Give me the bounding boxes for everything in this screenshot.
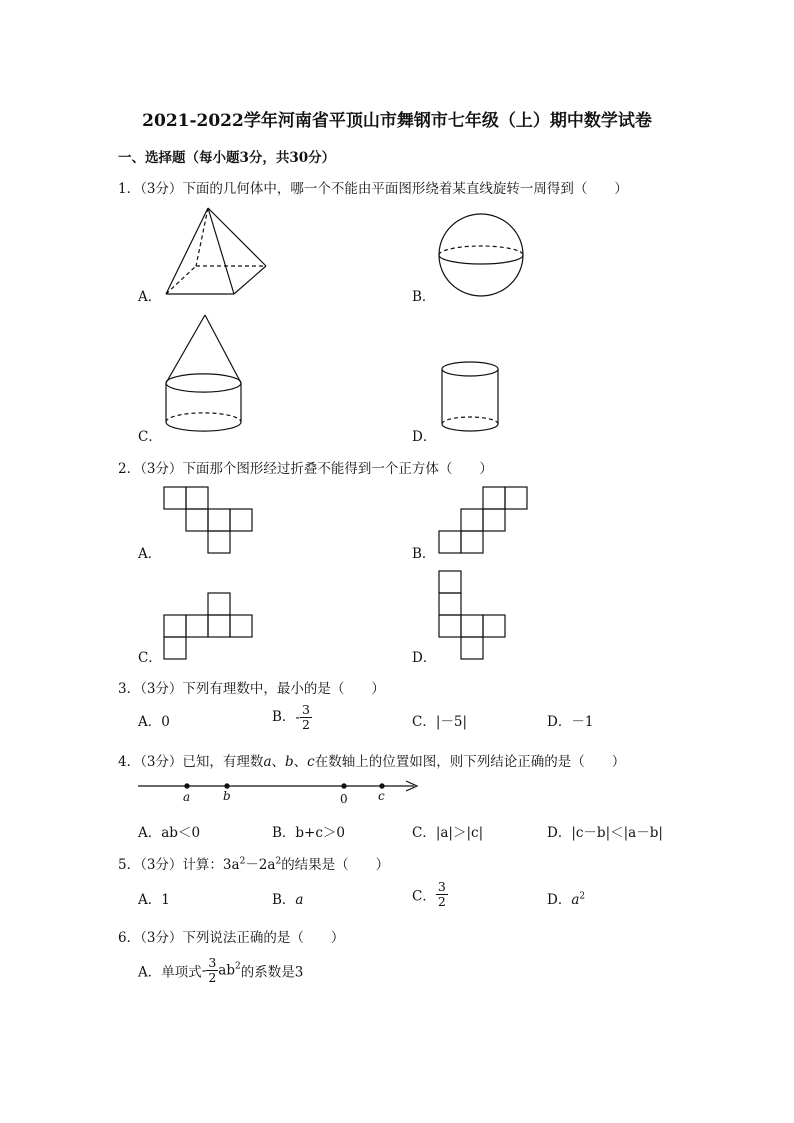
q5-exp2: 2 <box>275 856 282 867</box>
q5-option-a: A．1 <box>138 892 170 908</box>
q4-axis-label-a: a <box>183 790 191 804</box>
q4-option-a: A．ab＜0 <box>138 825 201 841</box>
q5-c-denominator: 2 <box>437 894 446 909</box>
q4-sep2: 、 <box>293 754 308 770</box>
q5-option-d <box>547 888 585 908</box>
q4-sep1: 、 <box>271 754 285 770</box>
q4-stem-post: 在数轴上的位置如图，则下列结论正确的是（ ） <box>314 754 626 770</box>
q6-a-numerator: 3 <box>208 955 217 970</box>
q6-option-a-exp: 2 <box>234 961 241 972</box>
q5-option-c-label: C． <box>412 888 436 905</box>
q5-option-b-var: a <box>295 892 304 908</box>
q3-option-b <box>272 703 312 732</box>
q4-axis-label-b: b <box>223 789 231 803</box>
q4-var-a: a <box>263 754 272 770</box>
q4-var-b: b <box>285 754 294 770</box>
section-heading: 一、选择题（每小题3分，共30分） <box>118 150 336 166</box>
q3-b-numerator: 3 <box>301 702 310 717</box>
q5-exp1: 2 <box>239 856 246 867</box>
q3-b-denominator: 2 <box>301 717 310 732</box>
q5-option-d-var: a <box>571 892 580 908</box>
q2-option-b-label: B． <box>412 546 436 562</box>
q5-option-d-exp: 2 <box>579 891 586 902</box>
page-title: 2021-2022学年河南省平顶山市舞钢市七年级（上）期中数学试卷 <box>142 111 652 131</box>
q5-option-c-fraction <box>436 880 448 909</box>
q6-option-a <box>138 956 303 985</box>
q6-option-a-post: 的系数是3 <box>240 964 304 981</box>
q3-option-a: A．0 <box>138 714 170 730</box>
q5-stem-post: 的结果是（ ） <box>281 857 390 873</box>
q5-stem-mid: －2a <box>245 857 276 873</box>
q1-stem: 1．（3分）下面的几何体中，哪一个不能由平面图形绕着某直线旋转一周得到（ ） <box>118 181 628 197</box>
q6-a-denominator: 2 <box>208 970 217 985</box>
q5-option-c <box>412 880 448 909</box>
q5-c-numerator: 3 <box>437 879 446 894</box>
q3-option-b-sign: - <box>295 709 300 726</box>
q4-number-line <box>0 0 1 1</box>
q3-option-b-fraction <box>300 703 312 732</box>
q3-option-c: C．|－5| <box>412 714 468 730</box>
q4-stem <box>118 750 625 770</box>
q1-option-c-label: C． <box>138 429 162 445</box>
q2-option-d-label: D． <box>412 650 437 666</box>
q5-option-b <box>272 888 303 908</box>
q1-option-b-label: B． <box>412 289 436 305</box>
q6-option-a-pre: A．单项式 <box>138 964 202 981</box>
q4-axis-label-zero: 0 <box>340 792 348 806</box>
q2-stem: 2．（3分）下面那个图形经过折叠不能得到一个正方体（ ） <box>118 461 493 477</box>
q4-option-d: D．|c－b|＜|a－b| <box>547 825 663 841</box>
q4-option-b: B．b+c＞0 <box>272 825 346 841</box>
q6-option-a-fraction <box>206 956 218 985</box>
q4-var-c: c <box>307 754 315 770</box>
q2-option-a-label: A． <box>138 546 162 562</box>
q4-axis-label-c: c <box>378 789 385 803</box>
q2-option-c-label: C． <box>138 650 162 666</box>
q6-option-a-monomial: ab <box>218 962 235 979</box>
q1-option-a-label: A． <box>138 289 162 305</box>
q3-option-b-label: B． <box>272 709 296 725</box>
q5-stem-pre: 5．（3分）计算：3a <box>118 857 240 873</box>
q6-option-a-sign: - <box>201 962 207 979</box>
q5-option-b-label: B． <box>272 892 296 908</box>
q5-option-d-label: D． <box>547 892 572 908</box>
q3-stem: 3．（3分）下列有理数中，最小的是（ ） <box>118 681 385 697</box>
q4-stem-pre: 4．（3分）已知，有理数 <box>118 754 264 770</box>
q1-option-d-label: D． <box>412 429 437 445</box>
q4-option-c: C．|a|＞|c| <box>412 825 484 841</box>
q5-stem <box>118 853 389 873</box>
q3-option-d: D．－1 <box>547 714 594 730</box>
q6-stem: 6．（3分）下列说法正确的是（ ） <box>118 930 345 946</box>
